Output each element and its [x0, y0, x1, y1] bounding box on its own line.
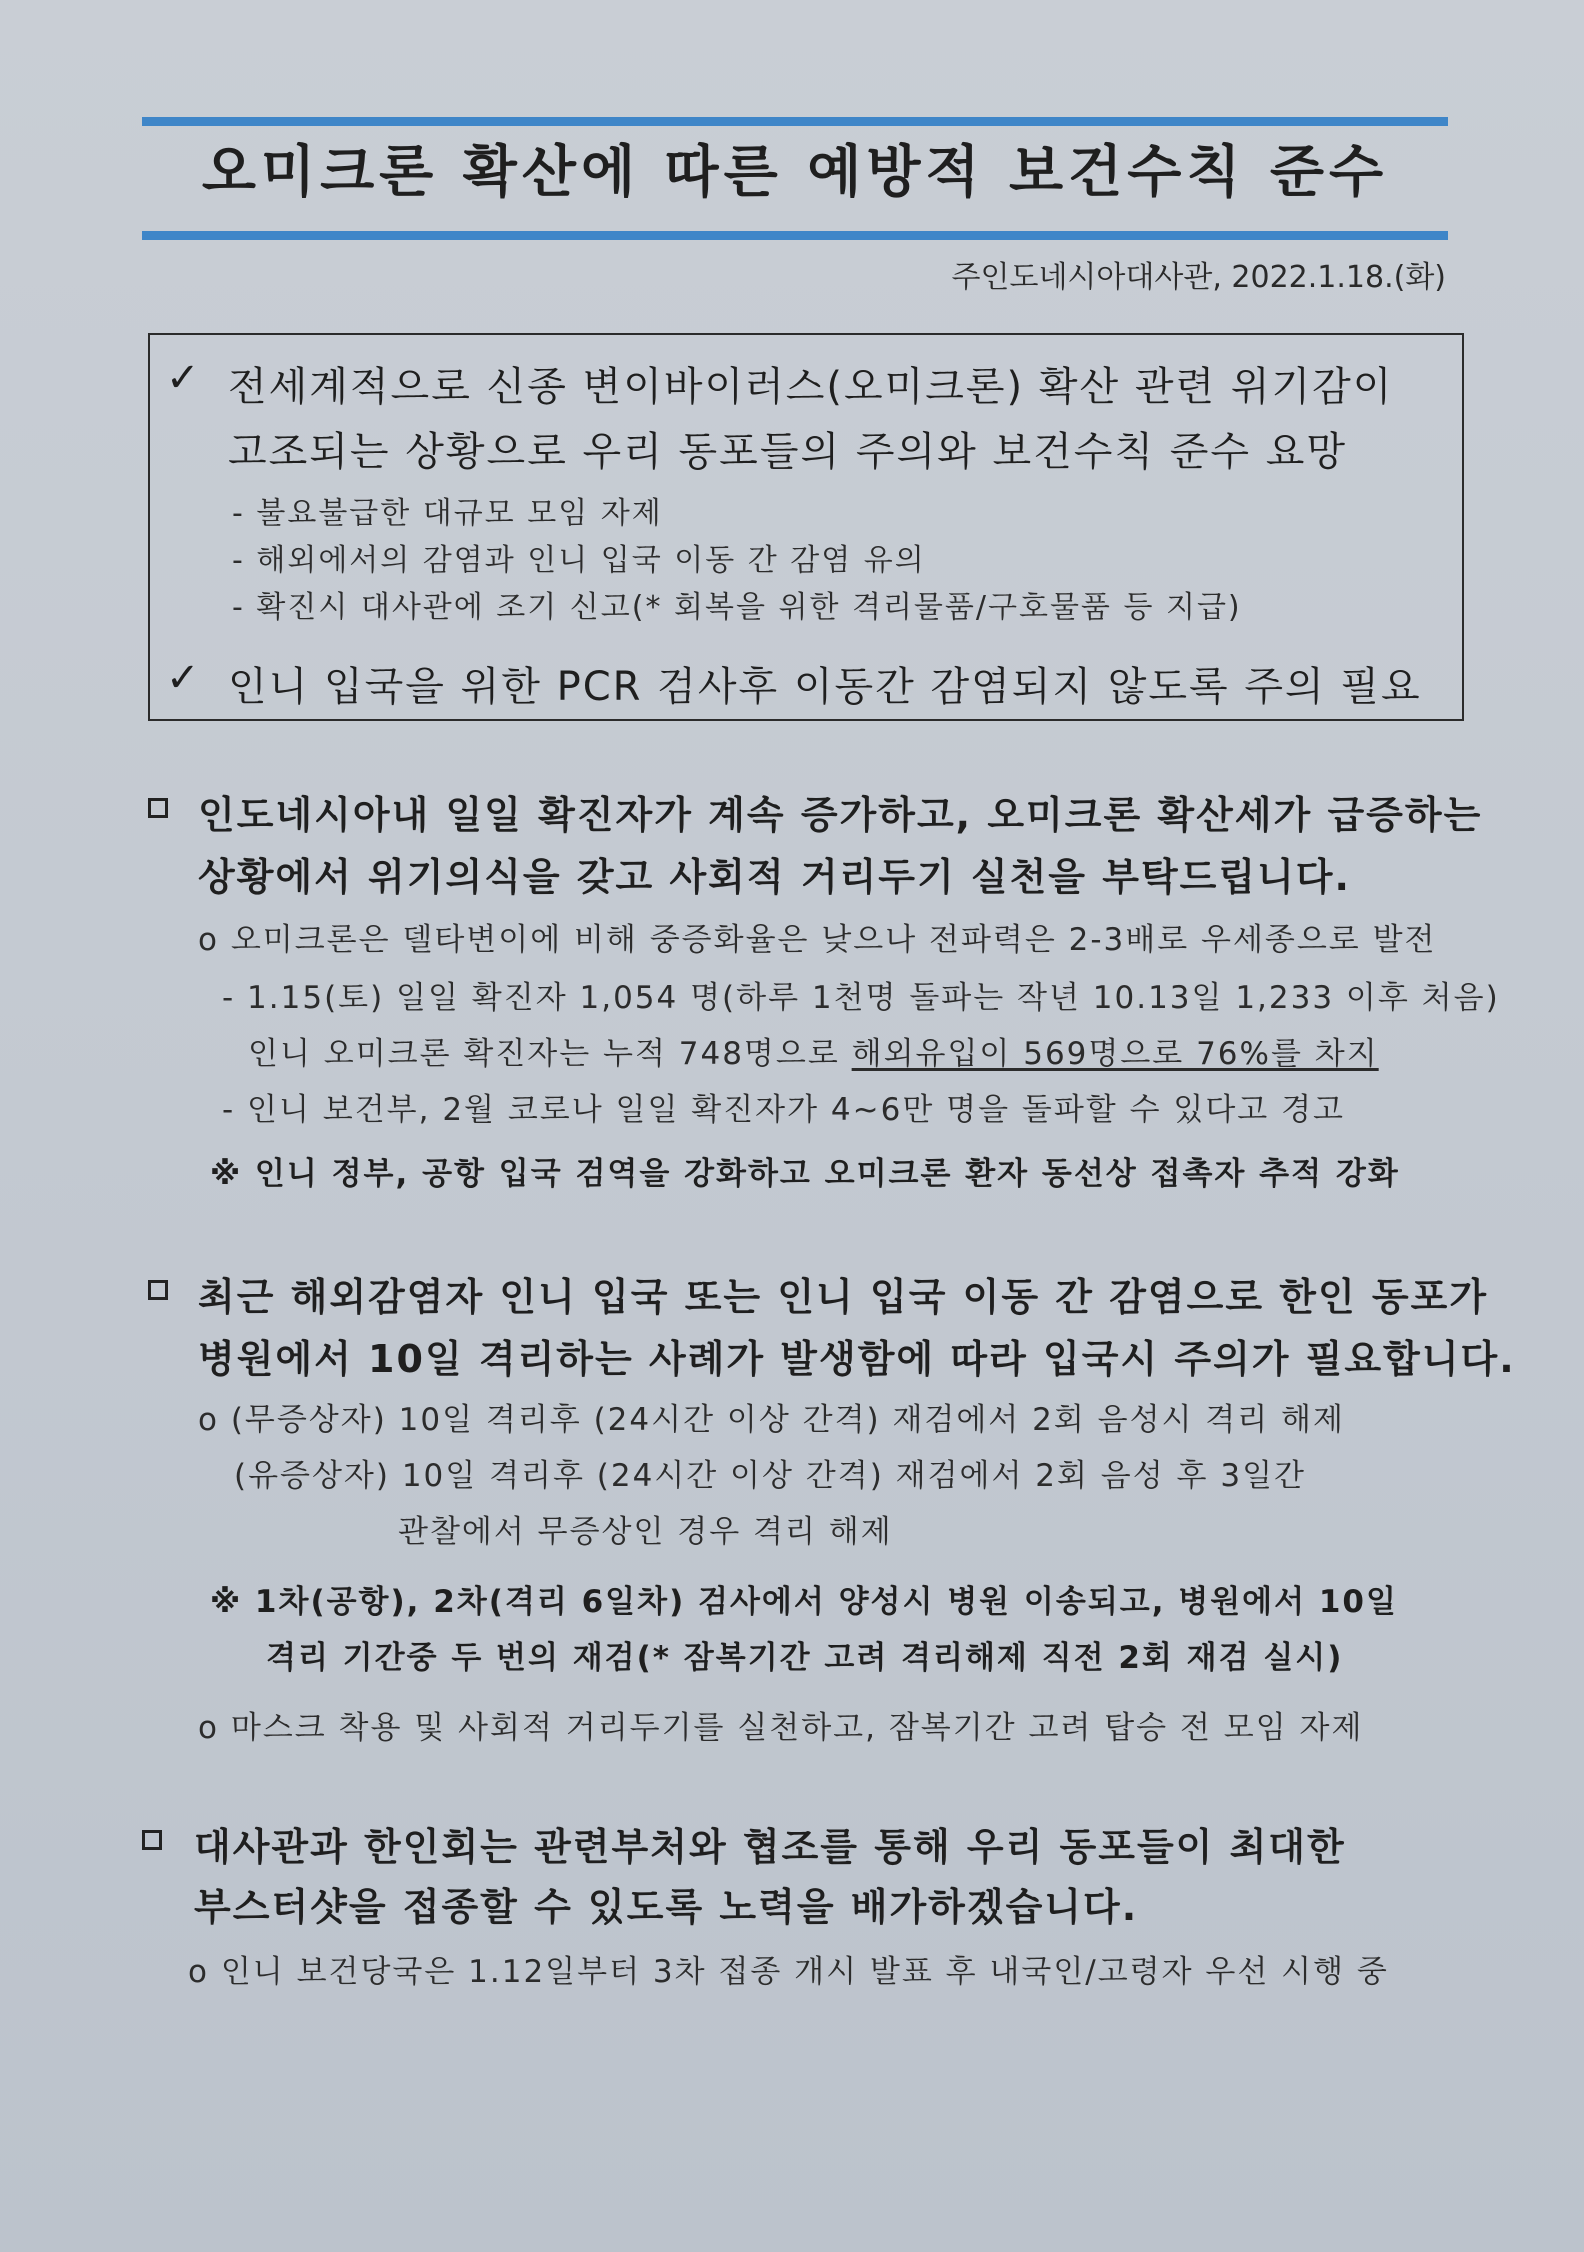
underlined-highlight: 해외유입이 569명으로 76%를 차지	[851, 1036, 1379, 1072]
title-rule-bottom	[142, 231, 1448, 240]
box-sub-item: - 해외에서의 감염과 인니 입국 이동 간 감염 유의	[232, 543, 926, 578]
title-rule-top	[142, 117, 1448, 126]
document-title: 오미크론 확산에 따른 예방적 보건수칙 준수	[201, 140, 1389, 205]
box-item1-line1: 전세계적으로 신종 변이바이러스(오미크론) 확산 관련 위기감이	[228, 364, 1394, 410]
check-icon: ✓	[166, 355, 200, 401]
section1-heading-line2: 상황에서 위기의식을 갖고 사회적 거리두기 실천을 부탁드립니다.	[198, 855, 1351, 899]
checkbox-square-icon	[148, 1280, 168, 1300]
section3-heading-line2: 부스터샷을 접종할 수 있도록 노력을 배가하겠습니다.	[194, 1885, 1139, 1929]
box-sub-item: - 확진시 대사관에 조기 신고(* 회복을 위한 격리물품/구호물품 등 지급)	[232, 590, 1242, 625]
section2-note-line1: ※ 1차(공항), 2차(격리 6일차) 검사에서 양성시 병원 이송되고, 병원에서 10일	[210, 1584, 1398, 1620]
section2-bullet: o 마스크 착용 및 사회적 거리두기를 실천하고, 잠복기간 고려 탑승 전 모임 자제	[198, 1710, 1364, 1746]
section1-dash-continuation	[248, 1028, 1379, 1073]
checkbox-square-icon	[148, 798, 168, 818]
section3-bullet: o 인니 보건당국은 1.12일부터 3차 접종 개시 발표 후 내국인/고령자 우선 시행 중	[188, 1954, 1389, 1990]
continuation-text: 인니 오미크론 확진자는 누적 748명으로	[248, 1036, 852, 1072]
section1-dash-item: - 1.15(토) 일일 확진자 1,054 명(하루 1천명 돌파는 작년 10.13일 1,233 이후 처음)	[222, 980, 1500, 1016]
issuer-date: 주인도네시아대사관, 2022.1.18.(화)	[951, 260, 1446, 295]
section1-heading-line1: 인도네시아내 일일 확진자가 계속 증가하고, 오미크론 확산세가 급증하는	[198, 793, 1483, 837]
section2-bullet-continuation: 관찰에서 무증상인 경우 격리 해제	[398, 1514, 893, 1550]
section1-dash-item: - 인니 보건부, 2월 코로나 일일 확진자가 4~6만 명을 돌파할 수 있다고 경고	[222, 1092, 1345, 1128]
section2-bullet-continuation: (유증상자) 10일 격리후 (24시간 이상 간격) 재검에서 2회 음성 후 3일간	[234, 1458, 1306, 1494]
section1-note: ※ 인니 정부, 공항 입국 검역을 강화하고 오미크론 환자 동선상 접촉자 추적 강화	[210, 1156, 1400, 1192]
box-sub-item: - 불요불급한 대규모 모임 자제	[232, 496, 663, 531]
check-icon: ✓	[166, 655, 200, 701]
section2-note-line2: 격리 기간중 두 번의 재검(* 잠복기간 고려 격리해제 직전 2회 재검 실시)	[266, 1640, 1344, 1676]
section3-heading-line1: 대사관과 한인회는 관련부처와 협조를 통해 우리 동포들이 최대한	[194, 1825, 1346, 1869]
checkbox-square-icon	[142, 1830, 162, 1850]
section2-heading-line2: 병원에서 10일 격리하는 사례가 발생함에 따라 입국시 주의가 필요합니다.	[198, 1337, 1516, 1381]
section2-heading-line1: 최근 해외감염자 인니 입국 또는 인니 입국 이동 간 감염으로 한인 동포가	[198, 1275, 1489, 1319]
box-item1-line2: 고조되는 상황으로 우리 동포들의 주의와 보건수칙 준수 요망	[228, 429, 1348, 475]
section2-bullet: o (무증상자) 10일 격리후 (24시간 이상 간격) 재검에서 2회 음성시 격리 해제	[198, 1402, 1345, 1438]
box-item2: 인니 입국을 위한 PCR 검사후 이동간 감염되지 않도록 주의 필요	[228, 664, 1422, 710]
section1-bullet: o 오미크론은 델타변이에 비해 중증화율은 낮으나 전파력은 2-3배로 우세종으로 발전	[198, 922, 1437, 958]
